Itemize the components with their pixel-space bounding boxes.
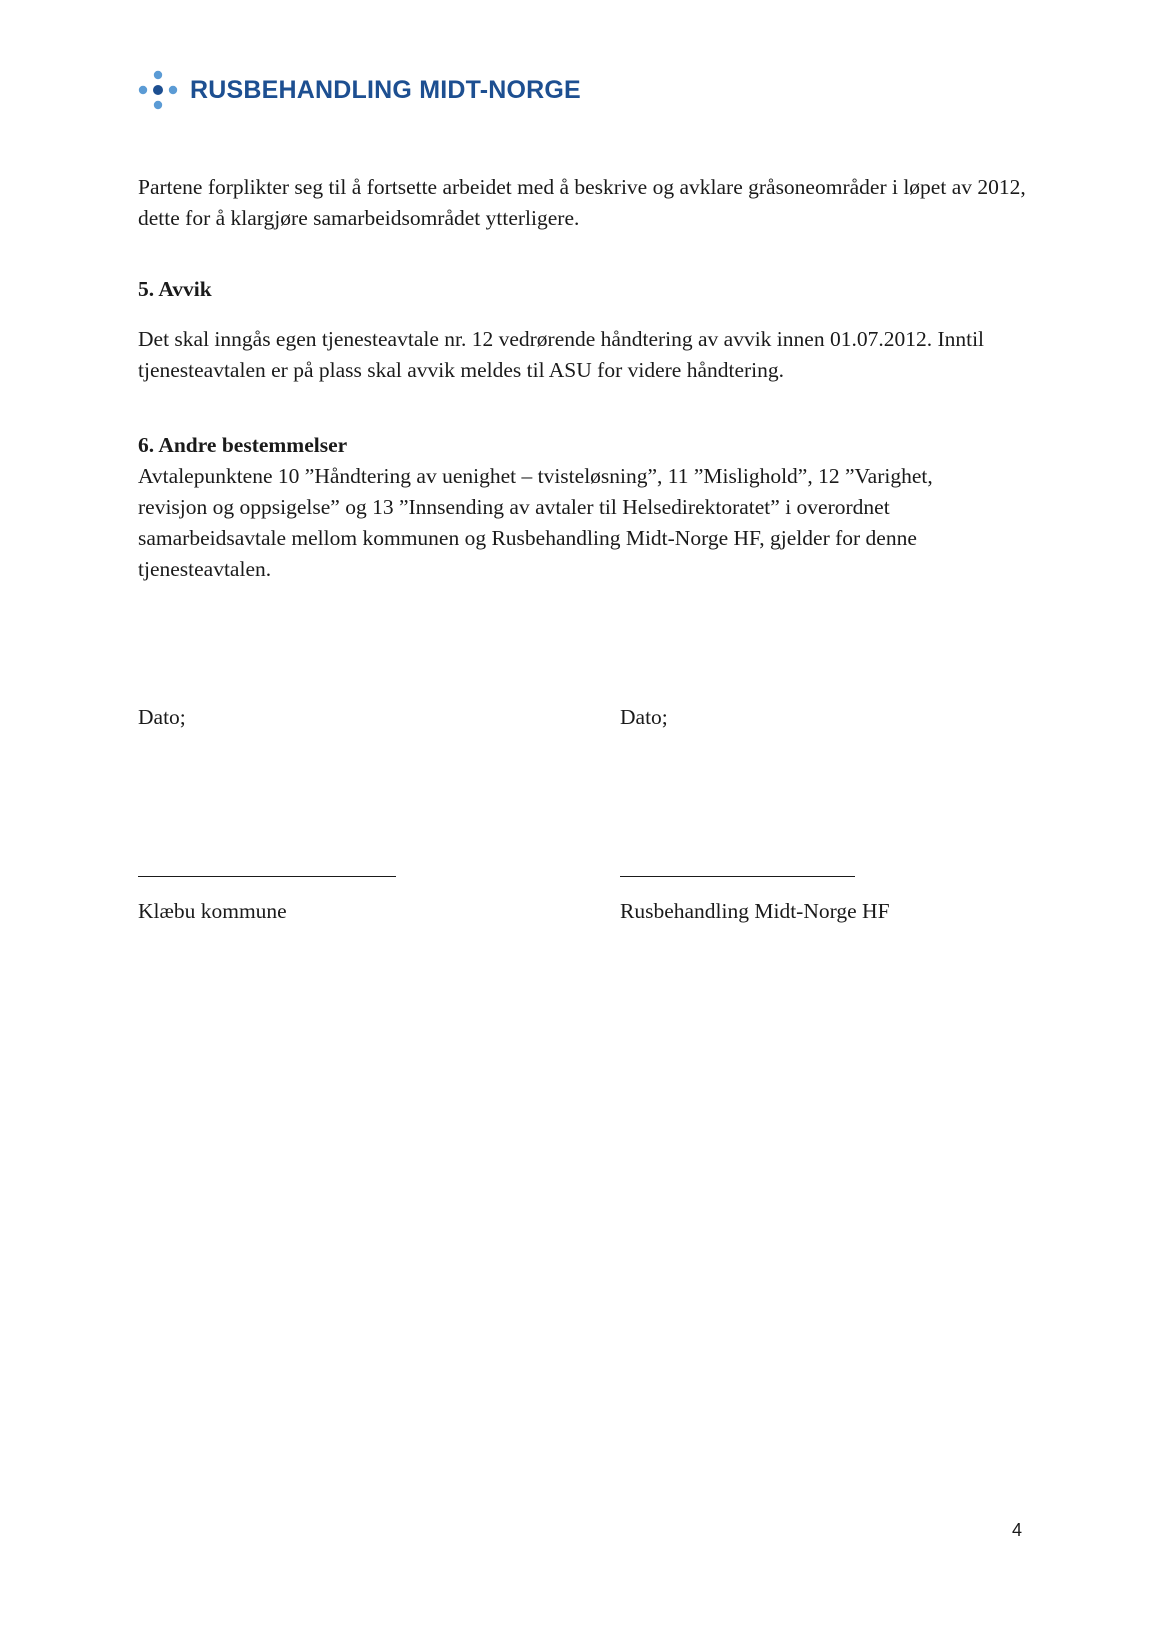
date-label-right: Dato; bbox=[620, 705, 668, 729]
section-5-text: Det skal inngås egen tjenesteavtale nr. 12 vedrørende håndtering av avvik innen 01.07.2012. Inntil tjenesteavtalen er på plass skal avvik meldes til ASU for videre håndtering. bbox=[138, 327, 985, 382]
section-5-heading: 5. Avvik bbox=[138, 277, 212, 301]
signature-line-left bbox=[138, 876, 396, 877]
party-name-right: Rusbehandling Midt-Norge HF bbox=[620, 899, 890, 923]
header-logo bbox=[138, 70, 581, 110]
party-name-left: Klæbu kommune bbox=[138, 899, 287, 923]
section-6-heading: 6. Andre bestemmelser bbox=[138, 433, 348, 457]
page-number: 4 bbox=[1011, 1520, 1022, 1540]
date-label-left: Dato; bbox=[138, 705, 186, 729]
dot-cross-logo-icon bbox=[138, 70, 178, 110]
section-6-text: Avtalepunktene 10 ”Håndtering av uenighet – tvisteløsning”, 11 ”Mislighold”, 12 ”Varighet, revisjon og oppsigelse” og 13 ”Innsending av avtaler til Helsedirektoratet” i overordnet samarbeidsavtale mellom kommunen og Rusbehandling Midt-Norge HF, gjelder for denne tjenesteavtalen. bbox=[138, 464, 933, 581]
logo-text: RUSBEHANDLING MIDT-NORGE bbox=[190, 75, 581, 104]
signature-line-right bbox=[620, 876, 855, 877]
intro-paragraph: Partene forplikter seg til å fortsette arbeidet med å beskrive og avklare gråsoneområder i løpet av 2012, dette for å klargjøre samarbeidsområdet ytterligere. bbox=[138, 175, 1026, 230]
